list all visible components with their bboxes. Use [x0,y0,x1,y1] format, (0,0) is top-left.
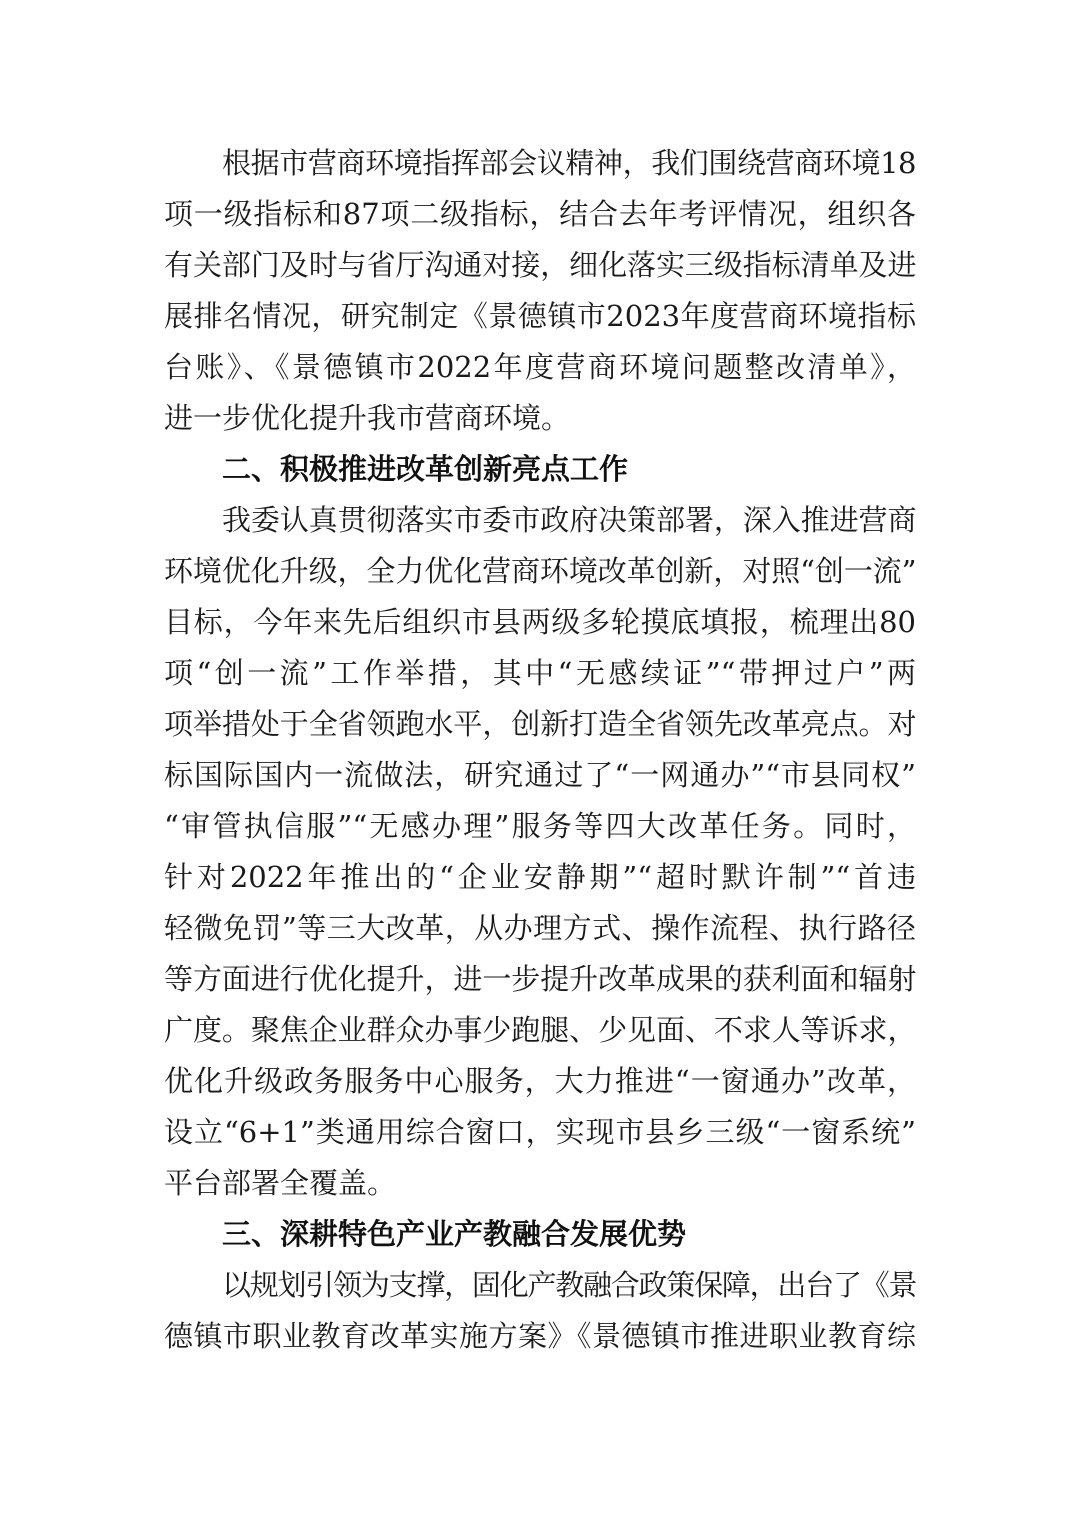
paragraph-2-line-10: 等方面进行优化提升，进一步提升改革成果的获利面和辐射 [164,962,916,996]
paragraph-2-line-12: 优化升级政务服务中心服务，大力推进“一窗通办”改革， [164,1064,916,1098]
document-body [164,138,916,1362]
paragraph-2-line-7: “审管执信服”“无感办理”服务等四大改革任务。同时， [164,809,916,843]
paragraph-1-line-2: 项一级指标和87项二级指标，结合去年考评情况，组织各 [164,197,916,231]
paragraph-1-line-1: 根据市营商环境指挥部会议精神，我们围绕营商环境18 [222,146,916,180]
section-heading-2: 二、积极推进改革创新亮点工作 [222,452,629,486]
paragraph-2-line-13: 设立“6+1”类通用综合窗口，实现市县乡三级“一窗系统” [164,1115,916,1149]
paragraph-1-line-3: 有关部门及时与省厅沟通对接，细化落实三级指标清单及进 [164,248,916,282]
paragraph-3-line-2: 德镇市职业教育改革实施方案》《景德镇市推进职业教育综 [164,1319,916,1353]
paragraph-1-line-5: 台账》、《景德镇市2022年度营商环境问题整改清单》， [164,350,916,384]
paragraph-2-line-8: 针对2022年推出的“企业安静期”“超时默许制”“首违 [164,860,916,894]
paragraph-2-line-1: 我委认真贯彻落实市委市政府决策部署，深入推进营商 [222,503,916,537]
paragraph-2-line-4: 项“创一流”工作举措，其中“无感续证”“带押过户”两 [164,656,916,690]
paragraph-3-line-1: 以规划引领为支撑，固化产教融合政策保障，出台了《景 [222,1268,916,1302]
paragraph-2-line-5: 项举措处于全省领跑水平，创新打造全省领先改革亮点。对 [164,707,916,741]
paragraph-1-line-4: 展排名情况，研究制定《景德镇市2023年度营商环境指标 [164,299,916,333]
section-heading-3: 三、深耕特色产业产教融合发展优势 [222,1217,687,1251]
paragraph-1-line-6: 进一步优化提升我市营商环境。 [164,401,571,435]
paragraph-2-line-2: 环境优化升级，全力优化营商环境改革创新，对照“创一流” [164,554,916,588]
paragraph-2-line-14: 平台部署全覆盖。 [164,1166,397,1200]
paragraph-2-line-9: 轻微免罚”等三大改革，从办理方式、操作流程、执行路径 [164,911,916,945]
paragraph-2-line-11: 广度。聚焦企业群众办事少跑腿、少见面、不求人等诉求， [164,1013,916,1047]
paragraph-2-line-3: 目标，今年来先后组织市县两级多轮摸底填报，梳理出80 [164,605,916,639]
paragraph-2-line-6: 标国际国内一流做法，研究通过了“一网通办”“市县同权” [164,758,916,792]
